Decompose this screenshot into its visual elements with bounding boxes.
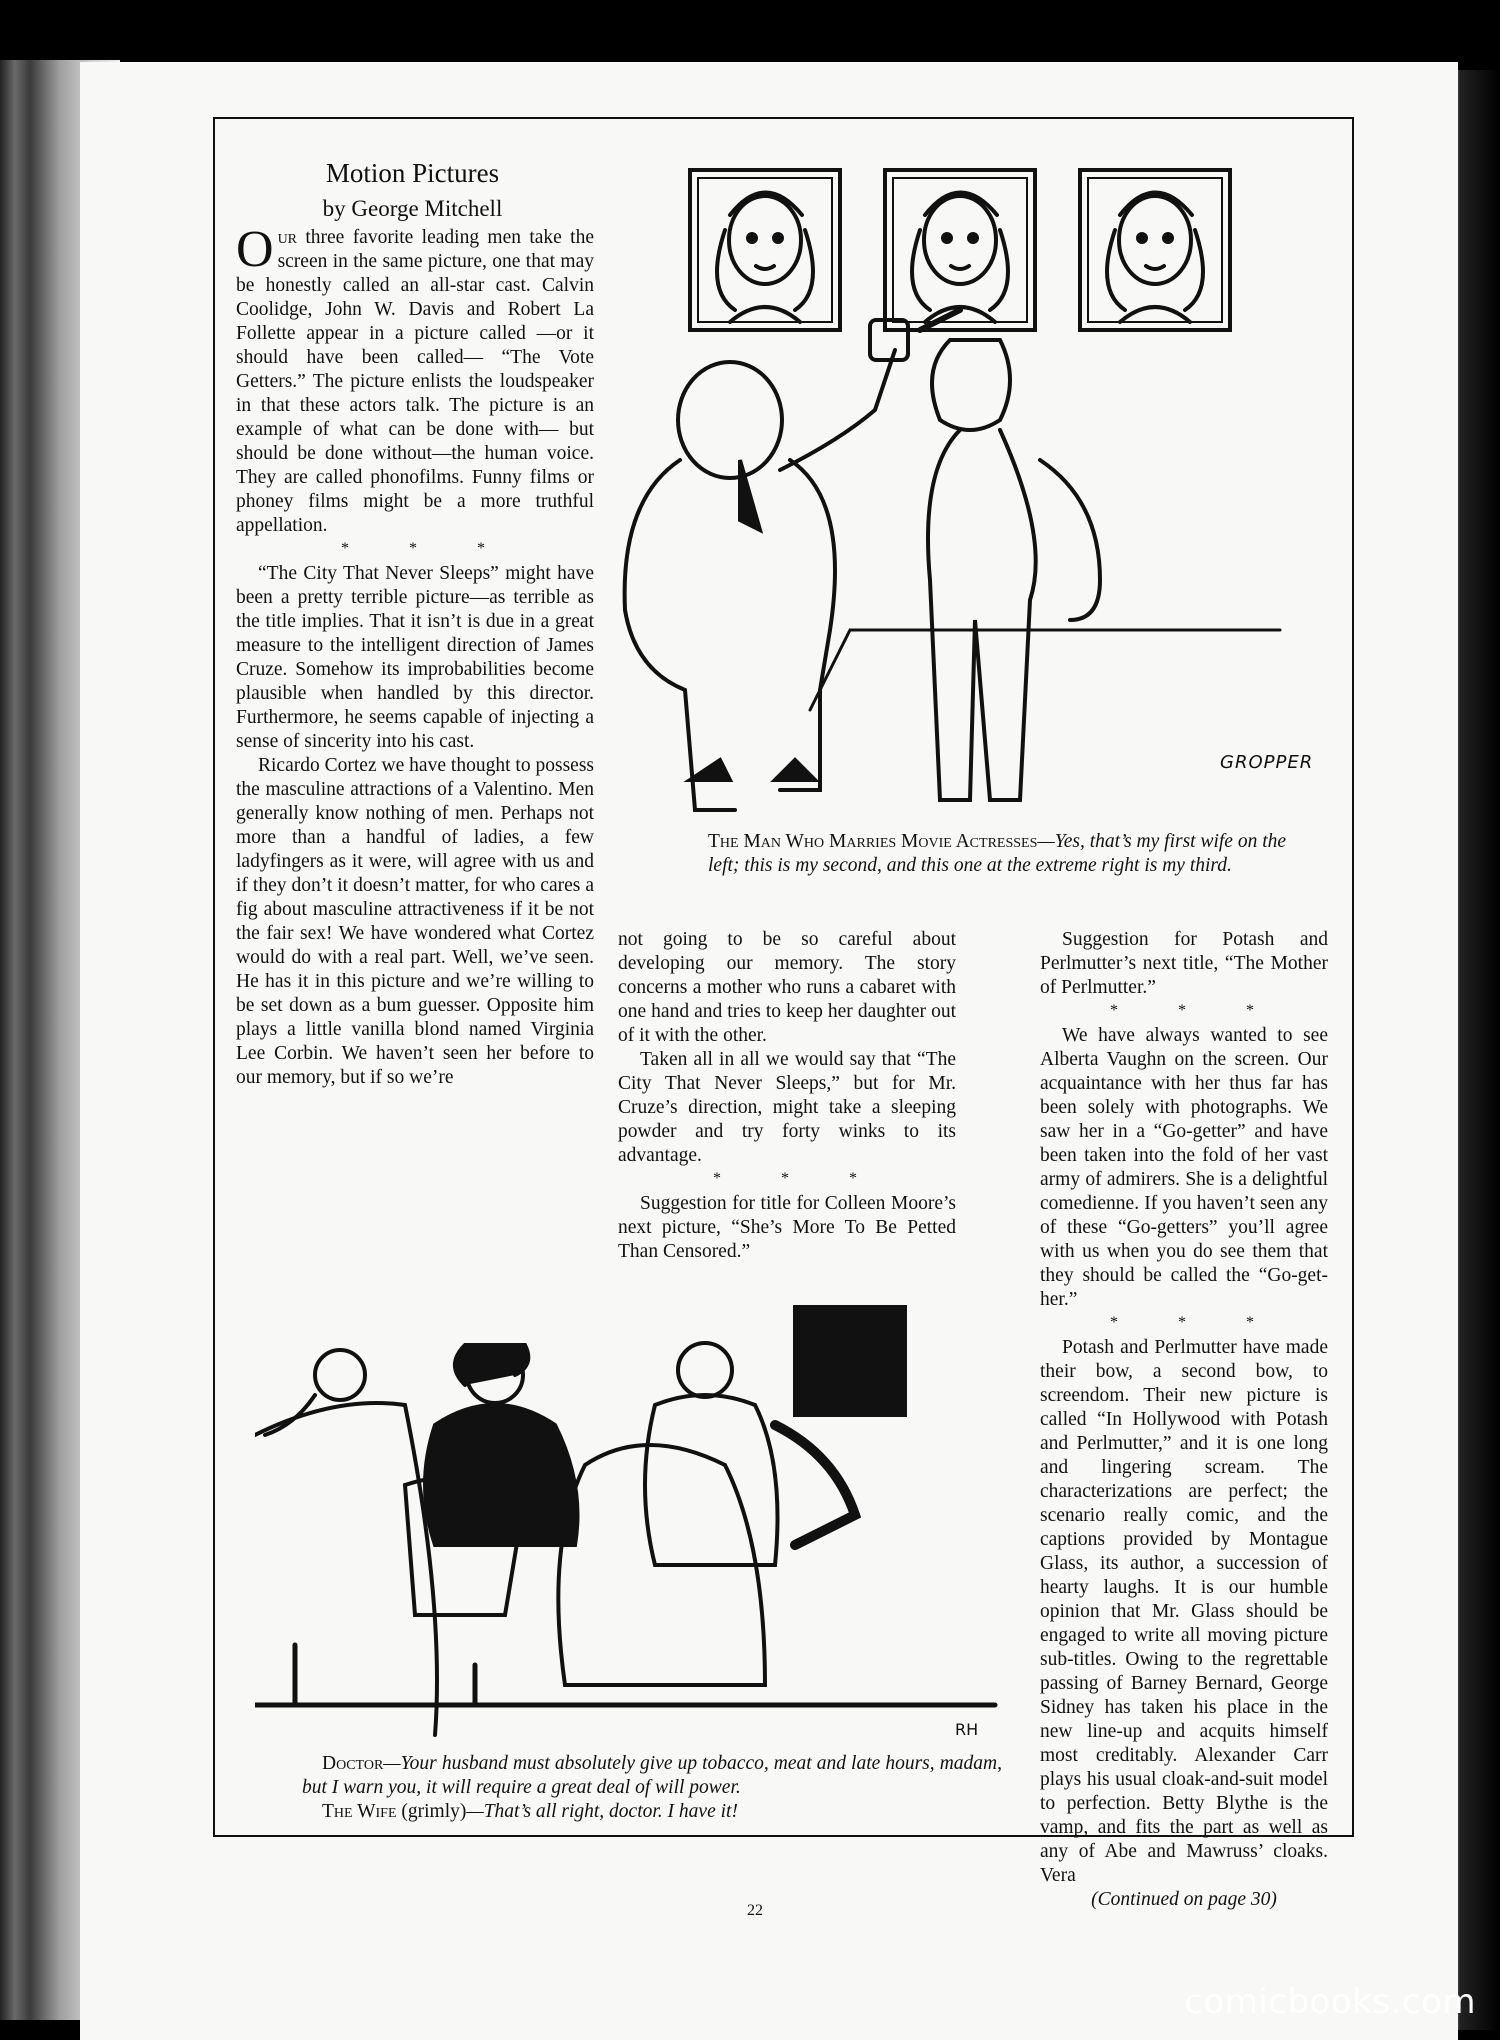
stout-man-figure [625,320,908,810]
cartoon-doctor-wife [255,1305,1015,1745]
paragraph: Suggestion for title for Colleen Moore’s next picture, “She’s More To Be Petted Than Censored.” [618,1193,956,1262]
lead-smallcaps: ur [277,227,298,248]
tall-man-figure [920,310,1100,800]
paragraph-text: three favorite leading men take the screen in the same picture, one that may be honestly called an all-star cast. Calvin Coolidge, John W. Davis and Robert La Follette appear in a picture called —or it should have been called— “The Vote Getters.” The picture enlists the loudspeaker in that these actors talk. The picture is an example of what can be done with— but should be done without—the human voice. They are called phonofilms. Funny films or phoney films might be a more truthful appellation. [236,227,594,536]
paragraph: Taken all in all we would say that “The City That Never Sleeps,” but for Mr. Cruze’s direction, might take a sleeping powder and try forty winks to its advantage. [618,1049,956,1166]
paragraph [236,221,594,538]
cartoon2-signature: RH [955,1720,979,1739]
doctor-figure [265,1345,578,1615]
drop-cap: O [236,221,274,278]
cartoon2-caption [302,1752,1002,1824]
caption-italic: —Yes, that’s my first wife on the left; this is my second, and this one at the extreme right is my third. [708,831,1287,876]
paragraph: Ricardo Cortez we have thought to possess the masculine attractions of a Valentino. Men generally know nothing of men. Perhaps not more than a handful of ladies, a few ladyfingers as it were, will agree with us and if they don’t it doesn’t matter, for who cares a fig about masculine attractiveness if it be not the fair sex! We have wondered what Cortez would do with a real part. Well, we’ve seen. He has it in this picture and we’re willing to be set down as a bum guesser. Opposite him plays a little vanilla blond named Virginia Lee Corbin. We haven’t seen her before to our memory, but if so we’re [236,755,594,1088]
site-watermark: comicbooks.com [1184,1982,1476,2022]
caption-smallcaps: The Wife [322,1801,397,1822]
portrait-frame [1080,170,1230,330]
column-1 [236,221,594,1090]
column-2 [618,928,956,1264]
room-floor-line [810,630,1280,710]
section-break: * * * [341,540,513,557]
caption-italic: —Your husband must absolutely give up tobacco, meat and late hours, madam, but I warn you, it will require a great deal of will power. [302,1753,1002,1798]
caption-plain: (grimly) [396,1801,467,1822]
caption-line-wife [302,1800,1002,1824]
paragraph: We have always wanted to see Alberta Vaughn on the screen. Our acquaintance with her thus far has been solely with photographs. We saw her in a “Go-getter” and have been taken into the fold of her vast army of admirers. She is a delightful comedienne. If you haven’t seen any of these “Go-getters” you’ll agree with us when you do see them that they should be called the “Go-get-her.” [1040,1025,1328,1310]
paragraph: “The City That Never Sleeps” might have been a pretty terrible picture—as terrible as the title implies. That it isn’t is due in a great measure to the intelligent direction of James Cruze. Somehow its improbabilities become plausible when handled by this director. Furthermore, he seems capable of injecting a sense of sincerity into his cast. [236,563,594,752]
article-title: Motion Pictures [325,158,500,188]
portrait-frame [885,170,1035,330]
caption-smallcaps: The Man Who Marries Movie Actresses [708,831,1038,852]
wall-picture [795,1305,905,1415]
cartoon1-signature: GROPPER [1220,752,1314,773]
continued-note: (Continued on page 30) [1091,1889,1277,1910]
section-break: * * * [1110,1314,1282,1331]
paragraph: Potash and Perlmutter have made their bow, a second bow, to screendom. Their new picture is called “In Hollywood with Potash and Perlmutter,” and it is one long and lingering scream. The characterizations are perfect; the scenario really comic, and the captions provided by Montague Glass, its author, a succession of hearty laughs. It is our humble opinion that Mr. Glass should be engaged to write all moving picture sub-titles. Owing to the regrettable passing of Barney Bernard, George Sidney has taken his place in the new line-up and acquits himself most creditably. Alexander Carr plays his usual cloak-and-suit model to perfection. Betty Blythe is the vamp, and fits the part as well as any of Abe and Mawruss’ cloaks. Vera [1040,1337,1328,1886]
caption-italic: —That’s all right, doctor. I have it! [466,1801,738,1822]
page-number: 22 [747,1902,763,1919]
portrait-frame [690,170,840,330]
section-break: * * * [1110,1002,1282,1019]
caption-line-doctor [302,1752,1002,1800]
column-3 [1040,928,1328,1912]
paragraph: Suggestion for Potash and Perlmutter’s next title, “The Mother of Perlmutter.” [1040,929,1328,998]
section-break: * * * [713,1170,885,1187]
cartoon1-caption [708,830,1290,878]
paragraph: not going to be so careful about developing our memory. The story concerns a mother who runs a cabaret with one hand and tries to keep her daughter out of it with the other. [618,929,956,1046]
article-byline: by George Mitchell [322,196,503,221]
floor-line [255,1645,995,1705]
caption-smallcaps: Doctor [322,1753,384,1774]
